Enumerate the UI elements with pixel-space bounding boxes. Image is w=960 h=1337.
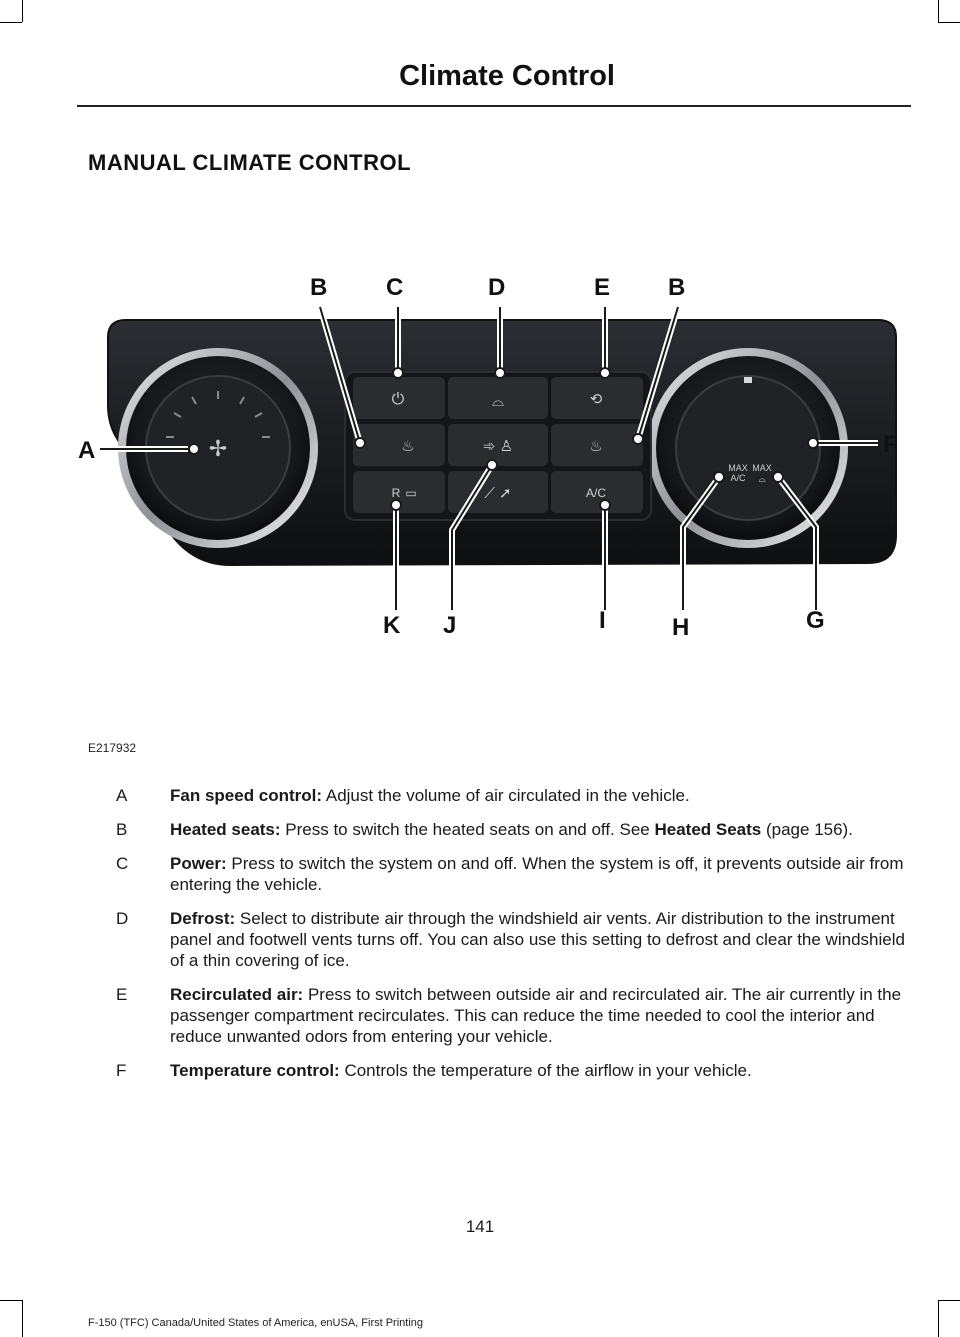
footer-text: F-150 (TFC) Canada/United States of America, enUSA, First Printing: [88, 1317, 424, 1329]
rear-defrost-label: R: [391, 486, 401, 500]
callout-bottom-3: I: [599, 607, 606, 634]
rear-defrost-icon: ▭: [405, 486, 417, 500]
callout-bottom-5: G: [806, 607, 825, 634]
callout-bottom-4: H: [672, 614, 690, 641]
crop-mark: [0, 22, 22, 23]
definition-text: Press to switch the heated seats on and off. See: [280, 820, 655, 839]
definition-term: Defrost:: [170, 909, 236, 928]
recirculation-icon: ⟲: [589, 391, 603, 408]
definition-letter: E: [116, 985, 128, 1004]
heated-seat-left-icon: ♨: [401, 438, 415, 455]
section-heading: MANUAL CLIMATE CONTROL: [88, 150, 412, 175]
temperature-knob[interactable]: [648, 348, 848, 548]
ac-label: A/C: [585, 486, 607, 500]
callout-bottom-2: J: [443, 612, 457, 639]
definition-letter: C: [116, 854, 129, 873]
definition-text: Select to distribute air through the windshield air vents. Air distribution to the instrument panel and footwell vents turns off. You can also use this setting to defrost and clear the windshield of a thin covering of ice.: [170, 909, 905, 970]
max-defrost-label: MAX: [752, 463, 772, 473]
callout-top-4: E: [594, 274, 611, 301]
definition-term: Fan speed control:: [170, 786, 323, 805]
definition-term: Power:: [170, 854, 227, 873]
callout-top-3: D: [488, 274, 506, 301]
definition-letter: B: [116, 820, 128, 839]
max-ac-label: MAX: [728, 463, 748, 473]
climate-control-figure: [78, 265, 912, 735]
crop-mark: [938, 22, 960, 23]
definition-text: Adjust the volume of air circulated in the vehicle.: [322, 786, 690, 805]
definition-item: [88, 785, 908, 806]
definition-item: [88, 853, 908, 895]
definition-letter: A: [116, 786, 128, 805]
definition-text: Controls the temperature of the airflow in your vehicle.: [339, 1061, 752, 1080]
callout-top-5: B: [668, 274, 686, 301]
crop-mark: [0, 1300, 22, 1301]
crop-mark: [22, 1300, 23, 1337]
heated-seat-right-icon: ♨: [589, 438, 603, 455]
definition-list: [88, 785, 908, 1094]
crop-mark: [938, 1300, 960, 1301]
definition-item: [88, 1060, 908, 1081]
floor-mode-icon: ⟋ ➚: [484, 485, 512, 502]
definition-item: [88, 984, 908, 1047]
page-number: 141: [465, 1217, 495, 1236]
definition-term: Temperature control:: [170, 1061, 340, 1080]
defrost-icon: ⌓: [492, 393, 504, 410]
callout-top-1: B: [310, 274, 328, 301]
header-divider: [77, 105, 911, 107]
heated-seat-left-button[interactable]: [353, 424, 445, 466]
cross-reference-link[interactable]: Heated Seats: [654, 820, 762, 839]
crop-mark: [22, 0, 23, 22]
definition-term: Recirculated air:: [170, 985, 304, 1004]
definition-text: Press to switch the system on and off. When the system is off, it prevents outside air from entering the vehicle.: [170, 854, 904, 894]
crop-mark: [938, 0, 939, 22]
airflow-panel-icon: ➾ ♙: [482, 438, 514, 455]
max-defrost-icon: ⌓: [758, 474, 766, 484]
callout-right: F: [883, 431, 898, 458]
callout-left: A: [78, 437, 96, 464]
power-icon: ⏻: [391, 391, 405, 408]
figure-id: E217932: [88, 741, 137, 755]
max-ac-sub-label: A/C: [730, 473, 746, 483]
fan-icon: ✢: [208, 436, 228, 461]
definition-text-after: (page 156).: [761, 820, 853, 839]
definition-item: [88, 908, 908, 971]
definition-letter: F: [116, 1061, 127, 1080]
definition-text: Press to switch between outside air and recirculated air. The air currently in the passenger compartment recirculates. This can reduce the time needed to cool the interior and reduce unwanted odors from entering your vehicle.: [170, 985, 902, 1046]
crop-mark: [938, 1300, 939, 1337]
definition-item: [88, 819, 908, 840]
page-header-title: Climate Control: [399, 60, 615, 92]
definition-term: Heated seats:: [170, 820, 281, 839]
callout-top-2: C: [386, 274, 404, 301]
definition-letter: D: [116, 909, 129, 928]
callout-bottom-1: K: [383, 612, 401, 639]
